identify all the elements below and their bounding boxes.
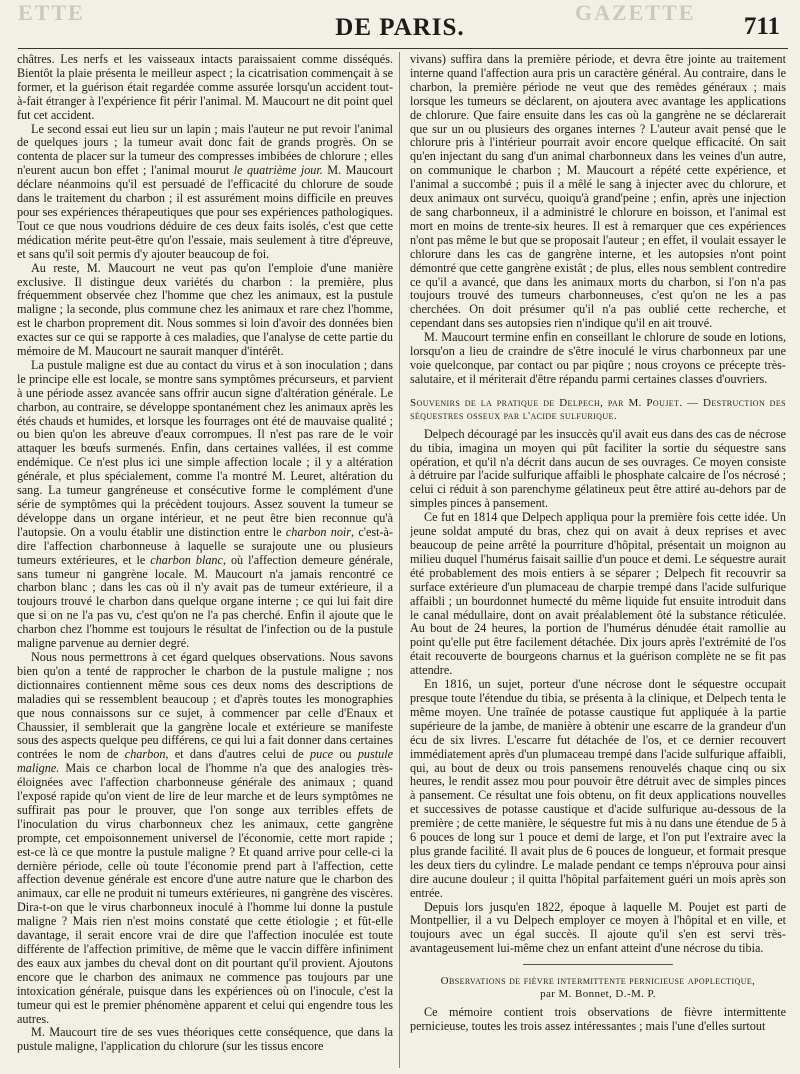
article-title: Souvenirs de la pratique de Delpech, par M. Poujet. — Destruction des séquestres osseux par l'acide sulfurique. bbox=[410, 396, 786, 422]
paragraph: Au reste, M. Maucourt ne veut pas qu'on l'emploie d'une manière exclusive. Il distingue deux variétés du charbon : la première, plus fréquemment observée chez l'homme que chez les animaux, est la pustule maligne ; la seconde, plus commune chez les animaux et rare chez l'homme, est le charbon proprement dit. Nous sommes si loin d'avoir des données bien exactes sur ce qui se rapporte à ces maladies, que l'analyse de cette partie du mémoire de M. Maucourt ne saurait manquer d'intérêt. bbox=[17, 260, 393, 359]
bleed-through-text-left: ETTE bbox=[18, 0, 85, 25]
bleed-through-text-right: GAZETTE bbox=[575, 0, 696, 25]
paragraph: Depuis lors jusqu'en 1822, époque à laquelle M. Poujet est parti de Montpellier, il a vu Delpech employer ce moyen à l'hôpital et en ville, et toujours avec un égal succès. Il ajoute qu'il s'en est servi très-avantageusement lui-même chez un enfant atteint d'une nécrose du tibia. bbox=[410, 899, 786, 956]
paragraph: Nous nous permettrons à cet égard quelques observations. Nous savons bien qu'on a tenté de rapprocher le charbon de la pustule maligne ; nos dictionnaires contiennent même sous ces deux noms des descriptions de maladies qui se ressemblent beaucoup ; et d'après toutes les monographies que nous connaissons sur ce sujet, à commencer par celle d'Enaux et Chaussier, il semblerait que la gangrène locale et extérieure se manifeste sous des aspects quelque peu différens, ce qui lui a fait donner dans certaines contrées le nom de charbon, et dans d'autres celui de puce ou pustule maligne. Mais ce charbon local de l'homme n'a que des analogies très-éloignées avec l'affection charbonneuse générale des animaux ; quand l'exposé rapide qu'on vient de lire de leur marche et de leurs symptômes ne suffirait pas pour le prouver, que l'on songe aux terribles effets de l'inoculation du virus charbonneux chez les animaux, cette gangrène prompte, cet empoisonnement universel de l'économie, cette mort rapide ; est-ce là ce que montre la pustule maligne ? Et quand arrive pour celle-ci la dernière période, celle où toute l'économie prend part à l'affection, cette affection devenue générale est encore d'une autre nature que le charbon des animaux, car elle ne produit ni tumeurs extérieures, ni gangrène des viscères. Dira-t-on que le virus charbonneux inoculé à l'homme lui donne la pustule maligne ? Mais rien n'est moins constaté que cette étiologie ; et fût-elle davantage, il serait encore vrai de dire que l'affection inoculée est toute différente de l'affection primitive, de même que le vaccin diffère infiniment des eaux aux jambes du cheval dont on dit pourtant qu'il provient. Ajoutons encore que le charbon des animaux ne commence pas toujours par une intoxication générale, puisque dans les expériences où on l'inocule, c'est la tumeur qui est le premier phénomène apparent et celui qui engendre tous les autres. bbox=[17, 649, 393, 1026]
paragraph: La pustule maligne est due au contact du virus et à son inoculation ; dans le principe elle est locale, se montre sans symptômes précurseurs, et parvient à une période assez avancée sans offrir aucun signe d'altération générale. Le charbon, au contraire, se développe spontanément chez les animaux après les étés chauds et humides, et lorsque les fourrages ont été de mauvaise qualité ; ou bien qu'on les abreuve d'eaux corrompues. Il n'est pas rare de le voir attaquer les bœufs surmenés. Enfin, dans certaines vallées, il est comme endémique. Ce n'est plus ici une simple affection locale ; il y a altération générale, et plus spécialement, comme l'a montré M. Leuret, altération du sang. La tumeur gangréneuse et consécutive forme le complément d'une série de symptômes qui la précèdent toujours. Assez souvent la tumeur se développe dans un organe intérieur, et ne peut être bien reconnue qu'à l'autopsie. On a voulu établir une distinction entre le charbon noir, c'est-à-dire l'affection charbonneuse à laquelle se surajoute une ou plusieurs tumeurs extérieures, et le charbon blanc, où l'affection demeure générale, sans tumeur ni gangrène locale. M. Maucourt n'a jamais rencontré ce charbon blanc ; dans les cas où il n'y avait pas de tumeur extérieure, il a toujours trouvé le charbon dans quelque organe interne ; ce qui lui fait dire que si on ne l'a pas vu, c'est qu'on ne l'a pas cherché. Enfin il ajoute que le charbon chez l'homme est toujours le résultat de l'infection ou de la pustule maligne parvenue au dernier degré. bbox=[17, 357, 393, 651]
right-column bbox=[410, 53, 786, 1068]
italic-text: puce bbox=[310, 747, 334, 762]
paragraph: M. Maucourt tire de ses vues théoriques cette conséquence, que dans la pustule maligne, l'application du chlorure (sur les tissus encore bbox=[17, 1025, 393, 1054]
article-title: Observations de fièvre intermittente pernicieuse apoplectique, par M. Bonnet, D.-M. P. bbox=[440, 975, 756, 1001]
paragraph: Ce mémoire contient trois observations de fièvre intermittente pernicieuse, toutes les trois assez intéressantes ; mais l'une d'elles surtout bbox=[410, 1005, 786, 1034]
header-rule bbox=[18, 48, 788, 49]
paragraph: Le second essai eut lieu sur un lapin ; mais l'auteur ne put revoir l'animal de quelques jours ; la tumeur avait donc fait de grands progrès. On se contenta de placer sur la tumeur des compresses imbibées de chlorure ; elles n'eurent aucun bon effet ; l'animal mourut le quatrième jour. M. Maucourt déclare néanmoins qu'il est persuadé de l'efficacité du chlorure de soude dans le traitement du charbon ; il est assurément moins difficile en preuves pour ses expériences thérapeutiques que pour ses expériences pathologiques. Tout ce que nous voudrions déduire de ces deux faits isolés, c'est que cette médication mérite peut-être qu'on l'essaie, mais seulement à titre d'épreuve, et sans qu'il soit permis d'y ajouter beaucoup de foi. bbox=[17, 121, 393, 261]
paragraph: En 1816, un sujet, porteur d'une nécrose dont le séquestre occupait presque toute l'étendue du tibia, se présenta à la clinique, et Delpech tenta le même moyen. Une traînée de potasse caustique fut appliquée à la partie supérieure de la jambe, de manière à obtenir une escarre de la grandeur d'un écu de six livres. L'escarre fut détachée de l'os, et ce dernier recouvert immédiatement après d'un plumaceau trempé dans l'acide sulfurique affaibli, qui, au bout de deux ou trois pansemens renouvelés chaque cinq ou six heures, le rendit assez mou pour pouvoir être détruit avec de simples pinces à pansement. Ce résultat une fois obtenu, on fit deux applications nouvelles et successives de potasse caustique et d'acide sulfurique au-dessous de la première ; de cette manière, le séquestre fut mis à nu dans une étendue de 5 à 6 pouces de long sur 1 pouce et demi de large, et l'on put l'extraire avec la plus grande facilité. Il avait plus de 6 pouces de longueur, et formait presque les deux tiers du cylindre. Le malade pendant ce temps n'éprouva pour ainsi dire aucune douleur ; il quitta l'hôpital parfaitement guéri un mois après son entrée. bbox=[410, 677, 786, 900]
section-divider bbox=[523, 964, 673, 965]
page-header bbox=[0, 0, 800, 44]
paragraph: châtres. Les nerfs et les vaisseaux intacts paraissaient comme disséqués. Bientôt la plaie présenta le meilleur aspect ; la cicatrisation commençait à se former, et la guérison était regardée comme assurée lorsqu'un accident tout-à-fait étranger à l'expérience fit périr l'animal. M. Maucourt ne dit point quel fut cet accident. bbox=[17, 53, 393, 122]
italic-text: pustule maligne. bbox=[17, 747, 393, 776]
left-column bbox=[17, 53, 393, 1068]
paragraph: Delpech découragé par les insuccès qu'il avait eus dans des cas de nécrose du tibia, imagina un moyen qui pût faciliter la sortie du séquestre sans opération, et qu'il n'a décrit dans aucun de ses ouvrages. Ce moyen consiste à détruire par l'acide sulfurique affaibli le phosphate calcaire de l'os nécrosé ; celui ci réduit à son parenchyme gélatineux peut être attiré au-dehors par de simples pinces à pansement. bbox=[410, 426, 786, 511]
column-separator bbox=[399, 52, 400, 1068]
page-number: 711 bbox=[743, 13, 780, 40]
italic-text: charbon bbox=[124, 747, 166, 762]
italic-text: le quatrième jour. bbox=[233, 163, 323, 178]
italic-text: charbon blanc bbox=[150, 552, 223, 567]
paragraph: M. Maucourt termine enfin en conseillant le chlorure de soude en lotions, lorsqu'on a lieu de craindre de s'être inoculé le virus charbonneux par une voie quelconque, par contact ou par piqûre ; nous croyons ce précepte très-salutaire, et il mériterait d'être répandu parmi certaines classes d'ouvriers. bbox=[410, 330, 786, 386]
page-title: DE PARIS. bbox=[335, 14, 465, 41]
paragraph: vivans) suffira dans la première période, et devra être jointe au traitement interne quand l'affection aura pris un caractère général. Au contraire, dans le charbon, la première période ne veut que des remèdes généraux ; mais lorsque les tumeurs se déclarent, on ajoutera avec avantage les applications de chlorure. Que faire ensuite dans les cas où la gangrène ne se déclarerait que sur un ou plusieurs des organes internes ? L'auteur avait pensé que le chlorure pris à l'intérieur pourrait avoir encore quelque efficacité. On sait qu'en injectant du sang d'un animal charbonneux dans les veines d'un autre, on communique le charbon ; M. Maucourt a répété cette expérience, et l'animal a succombé ; puis il a mêlé le sang à injecter avec du chlorure, et deux animaux ont survécu, quoiqu'à grand'peine ; enfin, après une injection de sang charbonneux, il a administré le chlorure en boisson, et l'animal est mort en moins de trente-six heures. Il est à remarquer que ces expériences n'ont pas même le but que se proposait l'auteur ; en effet, il voulait essayer le chlorure dans les cas de gangrène interne, et les autopsies n'ont point démontré que cette gangrène existât ; de plus, elles nous semblent contredire ce qu'il a avancé, que dans les animaux morts du charbon, si l'on n'a pas toujours trouvé des tumeurs charbonneuses, c'est qu'on ne les a pas cherchées. On doit présumer qu'il n'a pas oublié cette recherche, et cependant dans ses autopsies rien n'indique qu'il en ait trouvé. bbox=[410, 53, 786, 331]
paragraph: Ce fut en 1814 que Delpech appliqua pour la première fois cette idée. Un jeune soldat amputé du bras, chez qui on avait à deux reprises et avec beaucoup de peine arrêté la pourriture d'hôpital, présentait un moignon au milieu duquel l'humérus faisait saillie d'un pouce et demi. Le séquestre aurait été probablement des mois entiers à se séparer ; Delpech fit recouvrir sa surface extérieure d'un plumaceau de charpie trempé dans l'acide sulfurique affaibli ; un bourdonnet humecté du même liquide fut ensuite introduit dans le canal médullaire, dont on avait préalablement ôté la substance réticulée. Au bout de 24 heures, la portion de l'humérus dénudée était ramollie au point qu'elle put être facilement détachée. Dix jours après l'extrémité de l'os était recouverte de bourgeons charnus et la guérison complète ne se fit pas attendre. bbox=[410, 510, 786, 678]
italic-text: charbon noir bbox=[285, 524, 352, 539]
